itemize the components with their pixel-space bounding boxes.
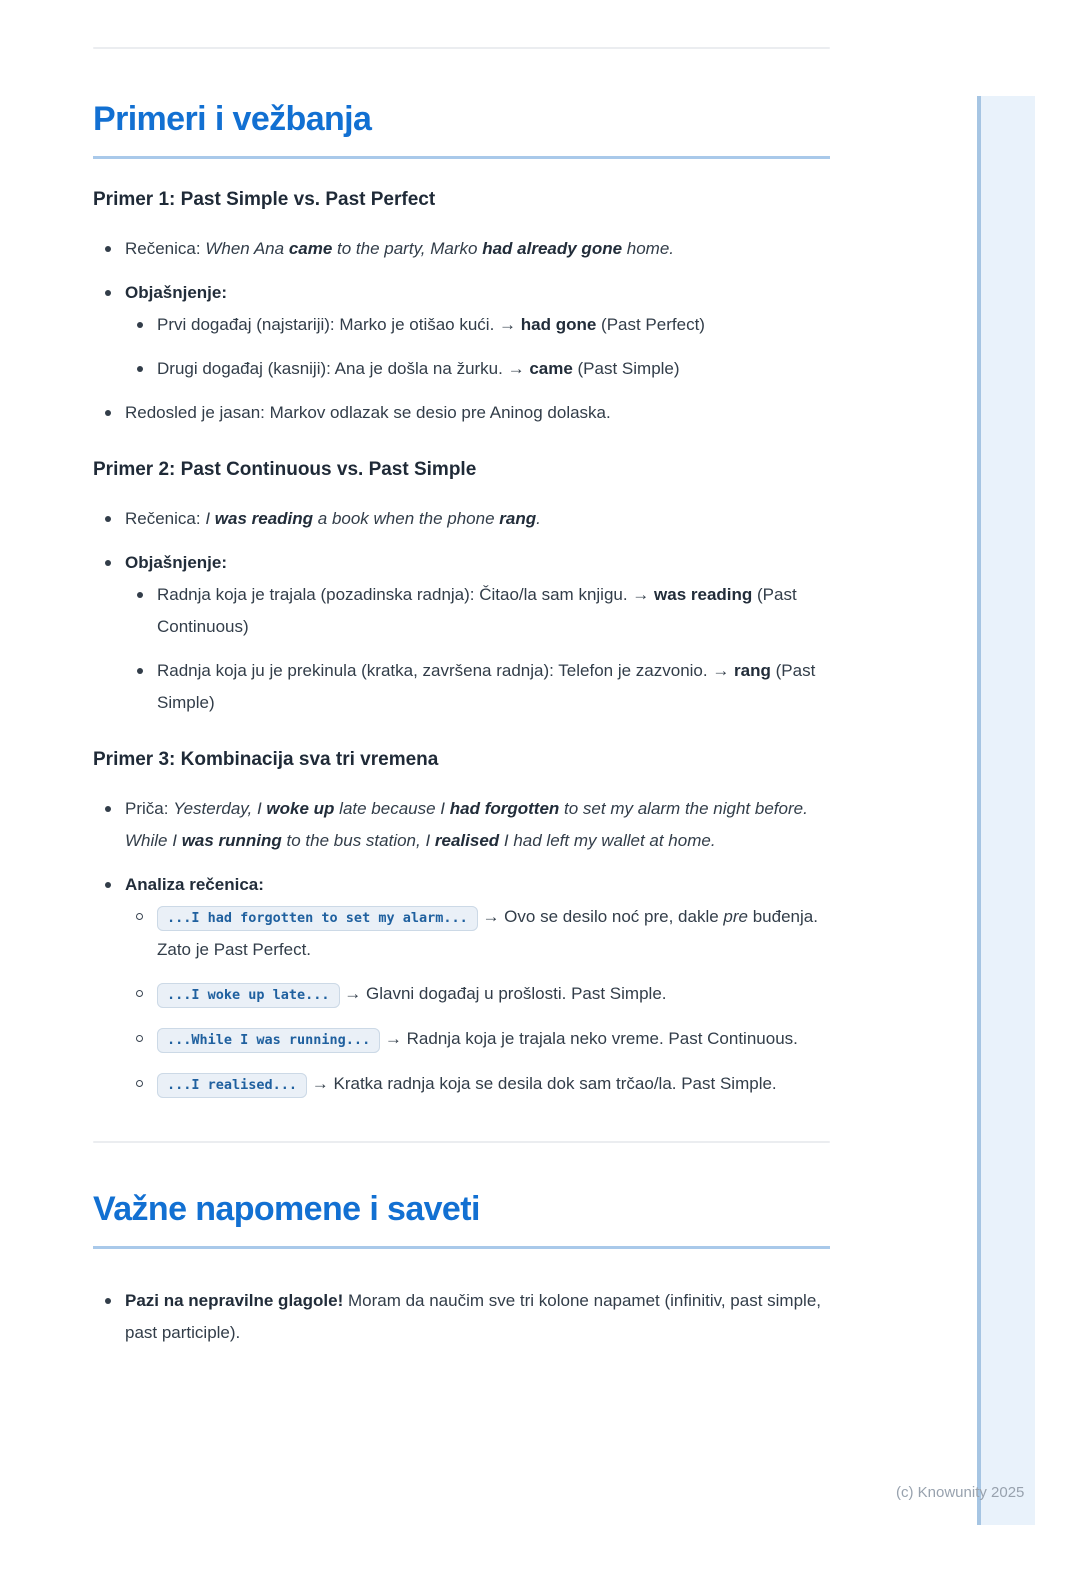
primer1-redosled: Redosled je jasan: Markov odlazak se desio pre Aninog dolaska. xyxy=(93,397,830,429)
primer1-list xyxy=(93,233,830,429)
primer1-heading: Primer 1: Past Simple vs. Past Perfect xyxy=(93,189,436,210)
analiza-item-text: → Glavni događaj u prošlosti. Past Simple. xyxy=(339,984,667,1003)
analiza-item xyxy=(125,901,830,966)
primer3-analiza-list xyxy=(125,901,830,1101)
primer2-recenica: Rečenica: I was reading a book when the phone rang. xyxy=(93,503,830,535)
primer2-list xyxy=(93,503,830,719)
primer2-objasnjenje xyxy=(93,547,830,719)
analiza-item-text: → Ovo se desilo noć pre, dakle pre buđenja. Zato je Past Perfect. xyxy=(157,907,818,959)
copyright-note: (c) Knowunity 2025 xyxy=(896,1484,1025,1501)
section-rule xyxy=(93,1246,830,1249)
code-snippet: ...I had forgotten to set my alarm... xyxy=(157,906,478,931)
code-snippet: ...I woke up late... xyxy=(157,983,340,1008)
primer3-list xyxy=(93,793,830,1101)
code-snippet: ...While I was running... xyxy=(157,1028,380,1053)
section-title-napomene: Važne napomene i saveti xyxy=(93,1190,480,1228)
analiza-item xyxy=(125,1068,830,1101)
analiza-item-text: → Radnja koja je trajala neko vreme. Past Continuous. xyxy=(380,1029,798,1048)
primer3-prica: Priča: Yesterday, I woke up late because I had forgotten to set my alarm the night before. While I was running to the bus station, I realised I had left my wallet at home. xyxy=(93,793,830,857)
primer1-objasnjenje xyxy=(93,277,830,385)
primer2-sub1: Radnja koja je trajala (pozadinska radnja): Čitao/la sam knjigu. → was reading (Past Continuous) xyxy=(125,579,830,643)
section-primeri xyxy=(93,99,830,1101)
analiza-item xyxy=(125,1023,830,1056)
primer3-heading: Primer 3: Kombinacija sva tri vremena xyxy=(93,749,439,770)
primer3-analiza xyxy=(93,869,830,1101)
primer2-heading: Primer 2: Past Continuous vs. Past Simple xyxy=(93,459,477,480)
napomene-list xyxy=(93,1285,830,1349)
primer1-sublist xyxy=(125,309,830,385)
primer1-objasnjenje-label: Objašnjenje: xyxy=(125,283,228,302)
section-title-primeri: Primeri i vežbanja xyxy=(93,100,372,138)
primer2-sublist xyxy=(125,579,830,719)
right-margin-bar xyxy=(977,96,1035,1525)
top-divider xyxy=(93,47,830,49)
napomene-bullet1: Pazi na nepravilne glagole! Moram da naučim sve tri kolone napamet (infinitiv, past simple, past participle). xyxy=(93,1285,830,1349)
primer1-recenica: Rečenica: When Ana came to the party, Marko had already gone home. xyxy=(93,233,830,265)
primer1-sub1: Prvi događaj (najstariji): Marko je otišao kući. → had gone (Past Perfect) xyxy=(125,309,830,341)
section-divider xyxy=(93,1141,830,1143)
analiza-item xyxy=(125,978,830,1011)
analiza-item-text: → Kratka radnja koja se desila dok sam trčao/la. Past Simple. xyxy=(307,1074,777,1093)
primer1-sub2: Drugi događaj (kasniji): Ana je došla na žurku. → came (Past Simple) xyxy=(125,353,830,385)
primer2-sub2: Radnja koja ju je prekinula (kratka, završena radnja): Telefon je zazvonio. → rang (Past Simple) xyxy=(125,655,830,719)
document-content xyxy=(93,47,830,1349)
primer2-objasnjenje-label: Objašnjenje: xyxy=(125,553,228,572)
primer3-analiza-label: Analiza rečenica: xyxy=(125,875,264,894)
section-rule xyxy=(93,156,830,159)
section-napomene xyxy=(93,1189,830,1349)
code-snippet: ...I realised... xyxy=(157,1073,307,1098)
